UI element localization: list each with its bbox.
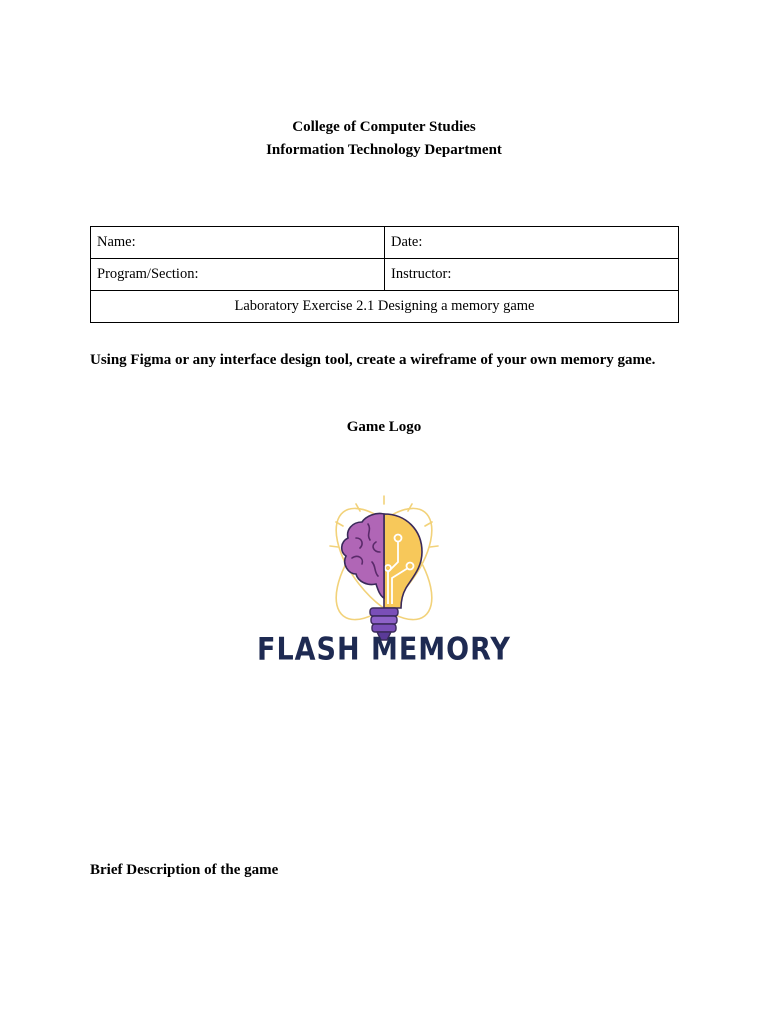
exercise-title: Laboratory Exercise 2.1 Designing a memory game xyxy=(91,291,679,323)
college-name: College of Computer Studies xyxy=(292,119,476,135)
game-logo-heading: Game Logo xyxy=(346,419,422,435)
department-name: Information Technology Department xyxy=(266,142,502,158)
table-row xyxy=(91,227,679,259)
logo-wordmark: FLASH MEMORY xyxy=(257,632,511,668)
table-row xyxy=(91,291,679,323)
instructor-field[interactable]: Instructor: xyxy=(385,259,679,291)
instruction-text: Using Figma or any interface design tool, create a wireframe of your own memory game. xyxy=(90,352,656,368)
date-field[interactable]: Date: xyxy=(385,227,679,259)
student-info-table xyxy=(90,226,679,323)
bulb-glow-half xyxy=(384,514,422,608)
table-row xyxy=(91,259,679,291)
document-header xyxy=(0,116,768,162)
brief-description-heading: Brief Description of the game xyxy=(90,862,279,878)
program-section-field[interactable]: Program/Section: xyxy=(91,259,385,291)
brain-half xyxy=(342,513,384,598)
name-field[interactable]: Name: xyxy=(91,227,385,259)
